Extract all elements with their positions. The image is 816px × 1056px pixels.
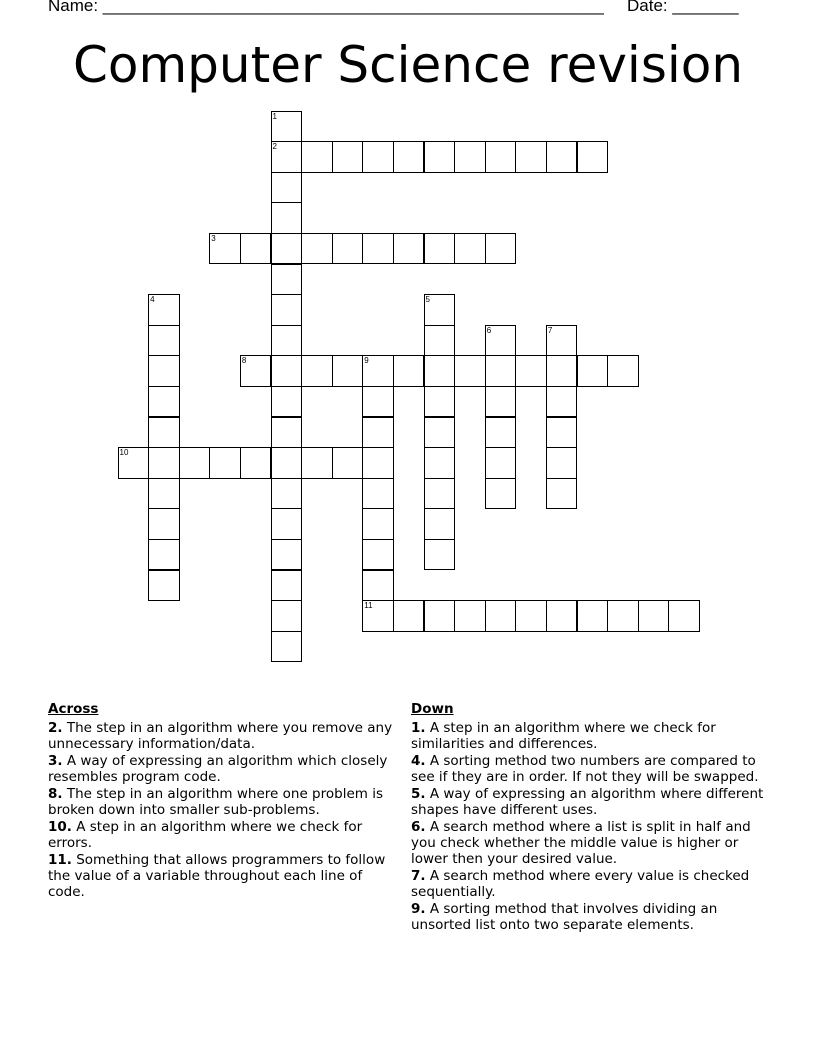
- clue-item-number: 11.: [48, 852, 72, 868]
- clue-number: 3: [211, 233, 216, 243]
- page-title: Computer Science revision: [72, 36, 744, 94]
- crossword-cell[interactable]: [577, 600, 609, 632]
- crossword-cell[interactable]: [424, 294, 456, 326]
- crossword-cell[interactable]: [271, 508, 303, 540]
- crossword-cell[interactable]: [362, 141, 394, 173]
- crossword-cell[interactable]: [332, 355, 364, 387]
- crossword-cell[interactable]: [424, 447, 456, 479]
- crossword-cell[interactable]: [668, 600, 700, 632]
- clue-item-text: A sorting method two numbers are compared to see if they are in order. If not they will be swapped.: [411, 753, 759, 785]
- clue-item-text: A step in an algorithm where we check for errors.: [48, 819, 363, 851]
- crossword-cell[interactable]: [393, 355, 425, 387]
- crossword-cell[interactable]: [424, 417, 456, 449]
- crossword-cell[interactable]: [148, 325, 180, 357]
- crossword-cell[interactable]: [271, 233, 303, 265]
- clue-item-text: A search method where a list is split in half and you check whether the middle value is higher or lower then your desired value.: [411, 819, 751, 867]
- crossword-cell[interactable]: [546, 417, 578, 449]
- clue-item-number: 6.: [411, 819, 426, 835]
- crossword-cell[interactable]: [424, 508, 456, 540]
- crossword-cell[interactable]: [546, 141, 578, 173]
- across-clues: [48, 700, 393, 901]
- clue-item-text: A way of expressing an algorithm where different shapes have different uses.: [411, 786, 764, 818]
- clue-item-number: 4.: [411, 753, 426, 769]
- crossword-cell[interactable]: [301, 447, 333, 479]
- clue-number: 8: [241, 356, 247, 366]
- clue-item-text: A step in an algorithm where we check for similarities and differences.: [411, 720, 716, 752]
- crossword-cell[interactable]: [271, 202, 303, 234]
- crossword-cell[interactable]: [148, 417, 180, 449]
- crossword-cell[interactable]: [607, 355, 639, 387]
- crossword-cell[interactable]: [271, 141, 303, 173]
- clue-item-text: A search method where every value is checked sequentially.: [411, 868, 750, 900]
- down-heading: Down: [411, 701, 454, 717]
- crossword-cell[interactable]: [271, 417, 303, 449]
- crossword-cell[interactable]: [209, 447, 241, 479]
- clue-item: [48, 786, 393, 818]
- crossword-cell[interactable]: [577, 355, 609, 387]
- crossword-cell[interactable]: [148, 478, 180, 510]
- crossword-cell[interactable]: [393, 141, 425, 173]
- clue-item-text: The step in an algorithm where you remove any unnecessary information/data.: [48, 720, 393, 752]
- clue-number: 4: [150, 295, 155, 305]
- crossword-cell[interactable]: [393, 233, 425, 265]
- crossword-cell[interactable]: [485, 386, 517, 418]
- clue-item-number: 2.: [48, 720, 63, 736]
- crossword-cell[interactable]: [546, 447, 578, 479]
- clue-number: 1: [272, 111, 277, 121]
- crossword-cell[interactable]: [148, 355, 180, 387]
- clue-number: 6: [486, 325, 492, 335]
- crossword-cell[interactable]: [362, 447, 394, 479]
- crossword-cell[interactable]: [485, 417, 517, 449]
- crossword-cell[interactable]: [271, 447, 303, 479]
- crossword-cell[interactable]: [271, 355, 303, 387]
- clue-item-number: 8.: [48, 786, 63, 802]
- clue-item-number: 1.: [411, 720, 426, 736]
- crossword-cell[interactable]: [209, 233, 241, 265]
- crossword-cell[interactable]: [546, 600, 578, 632]
- crossword-cell[interactable]: [148, 539, 180, 571]
- crossword-cell[interactable]: [454, 600, 486, 632]
- crossword-cell[interactable]: [271, 478, 303, 510]
- crossword-cell[interactable]: [362, 386, 394, 418]
- clue-number: 11: [364, 601, 373, 611]
- crossword-cell[interactable]: [301, 141, 333, 173]
- crossword-cell[interactable]: [271, 631, 303, 663]
- clue-item: [48, 720, 393, 752]
- crossword-cell[interactable]: [485, 355, 517, 387]
- clue-item-number: 9.: [411, 901, 426, 917]
- crossword-cell[interactable]: [301, 355, 333, 387]
- crossword-cell[interactable]: [271, 294, 303, 326]
- date-line[interactable]: Date: _______: [627, 0, 739, 15]
- clue-item-number: 5.: [411, 786, 426, 802]
- name-line[interactable]: Name: _____________________________________________________: [48, 0, 604, 15]
- clue-item-text: Something that allows programmers to follow the value of a variable throughout each line of code.: [48, 852, 386, 900]
- down-clues: [411, 700, 766, 934]
- clue-item-text: The step in an algorithm where one problem is broken down into smaller sub-problems.: [48, 786, 383, 818]
- crossword-cell[interactable]: [118, 447, 150, 479]
- crossword-cell[interactable]: [148, 508, 180, 540]
- crossword-cell[interactable]: [546, 478, 578, 510]
- clue-item: [411, 786, 766, 818]
- crossword-cell[interactable]: [485, 600, 517, 632]
- crossword-cell[interactable]: [546, 355, 578, 387]
- crossword-cell[interactable]: [485, 141, 517, 173]
- crossword-cell[interactable]: [546, 386, 578, 418]
- clue-item: [411, 868, 766, 900]
- crossword-cell[interactable]: [485, 233, 517, 265]
- crossword-cell[interactable]: [271, 264, 303, 296]
- clue-item: [411, 901, 766, 933]
- crossword-cell[interactable]: [424, 233, 456, 265]
- clue-number: 7: [547, 325, 553, 335]
- clue-item-text: A sorting method that involves dividing an unsorted list onto two separate elements.: [411, 901, 718, 933]
- crossword-cell[interactable]: [638, 600, 670, 632]
- clue-item-number: 3.: [48, 753, 63, 769]
- crossword-cell[interactable]: [362, 539, 394, 571]
- clue-item-number: 7.: [411, 868, 426, 884]
- crossword-cell[interactable]: [424, 141, 456, 173]
- crossword-cell[interactable]: [454, 355, 486, 387]
- crossword-cell[interactable]: [424, 539, 456, 571]
- crossword-cell[interactable]: [577, 141, 609, 173]
- across-heading: Across: [48, 701, 99, 717]
- crossword-cell[interactable]: [240, 447, 272, 479]
- crossword-cell[interactable]: [362, 355, 394, 387]
- clue-item: [48, 852, 393, 900]
- crossword-cell[interactable]: [240, 233, 272, 265]
- crossword-cell[interactable]: [362, 508, 394, 540]
- crossword-cell[interactable]: [393, 600, 425, 632]
- crossword-cell[interactable]: [148, 386, 180, 418]
- crossword-cell[interactable]: [485, 325, 517, 357]
- crossword-cell[interactable]: [485, 447, 517, 479]
- clue-number: 5: [425, 295, 430, 305]
- crossword-cell[interactable]: [271, 325, 303, 357]
- clue-item: [48, 753, 393, 785]
- crossword-cell[interactable]: [607, 600, 639, 632]
- crossword-cell[interactable]: [179, 447, 211, 479]
- crossword-cell[interactable]: [362, 417, 394, 449]
- clue-item-number: 10.: [48, 819, 72, 835]
- crossword-cell[interactable]: [148, 570, 180, 602]
- crossword-cell[interactable]: [301, 233, 333, 265]
- crossword-cell[interactable]: [515, 355, 547, 387]
- crossword-cell[interactable]: [362, 478, 394, 510]
- crossword-cell[interactable]: [424, 325, 456, 357]
- crossword-cell[interactable]: [148, 294, 180, 326]
- crossword-cell[interactable]: [546, 325, 578, 357]
- crossword-cell[interactable]: [424, 386, 456, 418]
- crossword-cell[interactable]: [515, 141, 547, 173]
- crossword-cell[interactable]: [271, 172, 303, 204]
- crossword-cell[interactable]: [454, 141, 486, 173]
- crossword-cell[interactable]: [424, 600, 456, 632]
- crossword-cell[interactable]: [332, 233, 364, 265]
- crossword-cell[interactable]: [271, 111, 303, 143]
- crossword-cell[interactable]: [271, 386, 303, 418]
- crossword-cell[interactable]: [240, 355, 272, 387]
- clue-item: [411, 720, 766, 752]
- clue-item-text: A way of expressing an algorithm which closely resembles program code.: [48, 753, 388, 785]
- crossword-cell[interactable]: [332, 141, 364, 173]
- crossword-cell[interactable]: [515, 600, 547, 632]
- crossword-cell[interactable]: [362, 570, 394, 602]
- clue-number: 10: [119, 448, 129, 458]
- crossword-cell[interactable]: [271, 539, 303, 571]
- crossword-cell[interactable]: [424, 355, 456, 387]
- crossword-cell[interactable]: [362, 233, 394, 265]
- crossword-cell[interactable]: [148, 447, 180, 479]
- clue-number: 2: [272, 142, 277, 152]
- crossword-cell[interactable]: [271, 570, 303, 602]
- clue-number: 9: [364, 356, 369, 366]
- crossword-cell[interactable]: [424, 478, 456, 510]
- crossword-cell[interactable]: [485, 478, 517, 510]
- clue-item: [411, 753, 766, 785]
- crossword-cell[interactable]: [454, 233, 486, 265]
- crossword-cell[interactable]: [271, 600, 303, 632]
- crossword-cell[interactable]: [332, 447, 364, 479]
- clue-item: [48, 819, 393, 851]
- crossword-cell[interactable]: [362, 600, 394, 632]
- clue-item: [411, 819, 766, 867]
